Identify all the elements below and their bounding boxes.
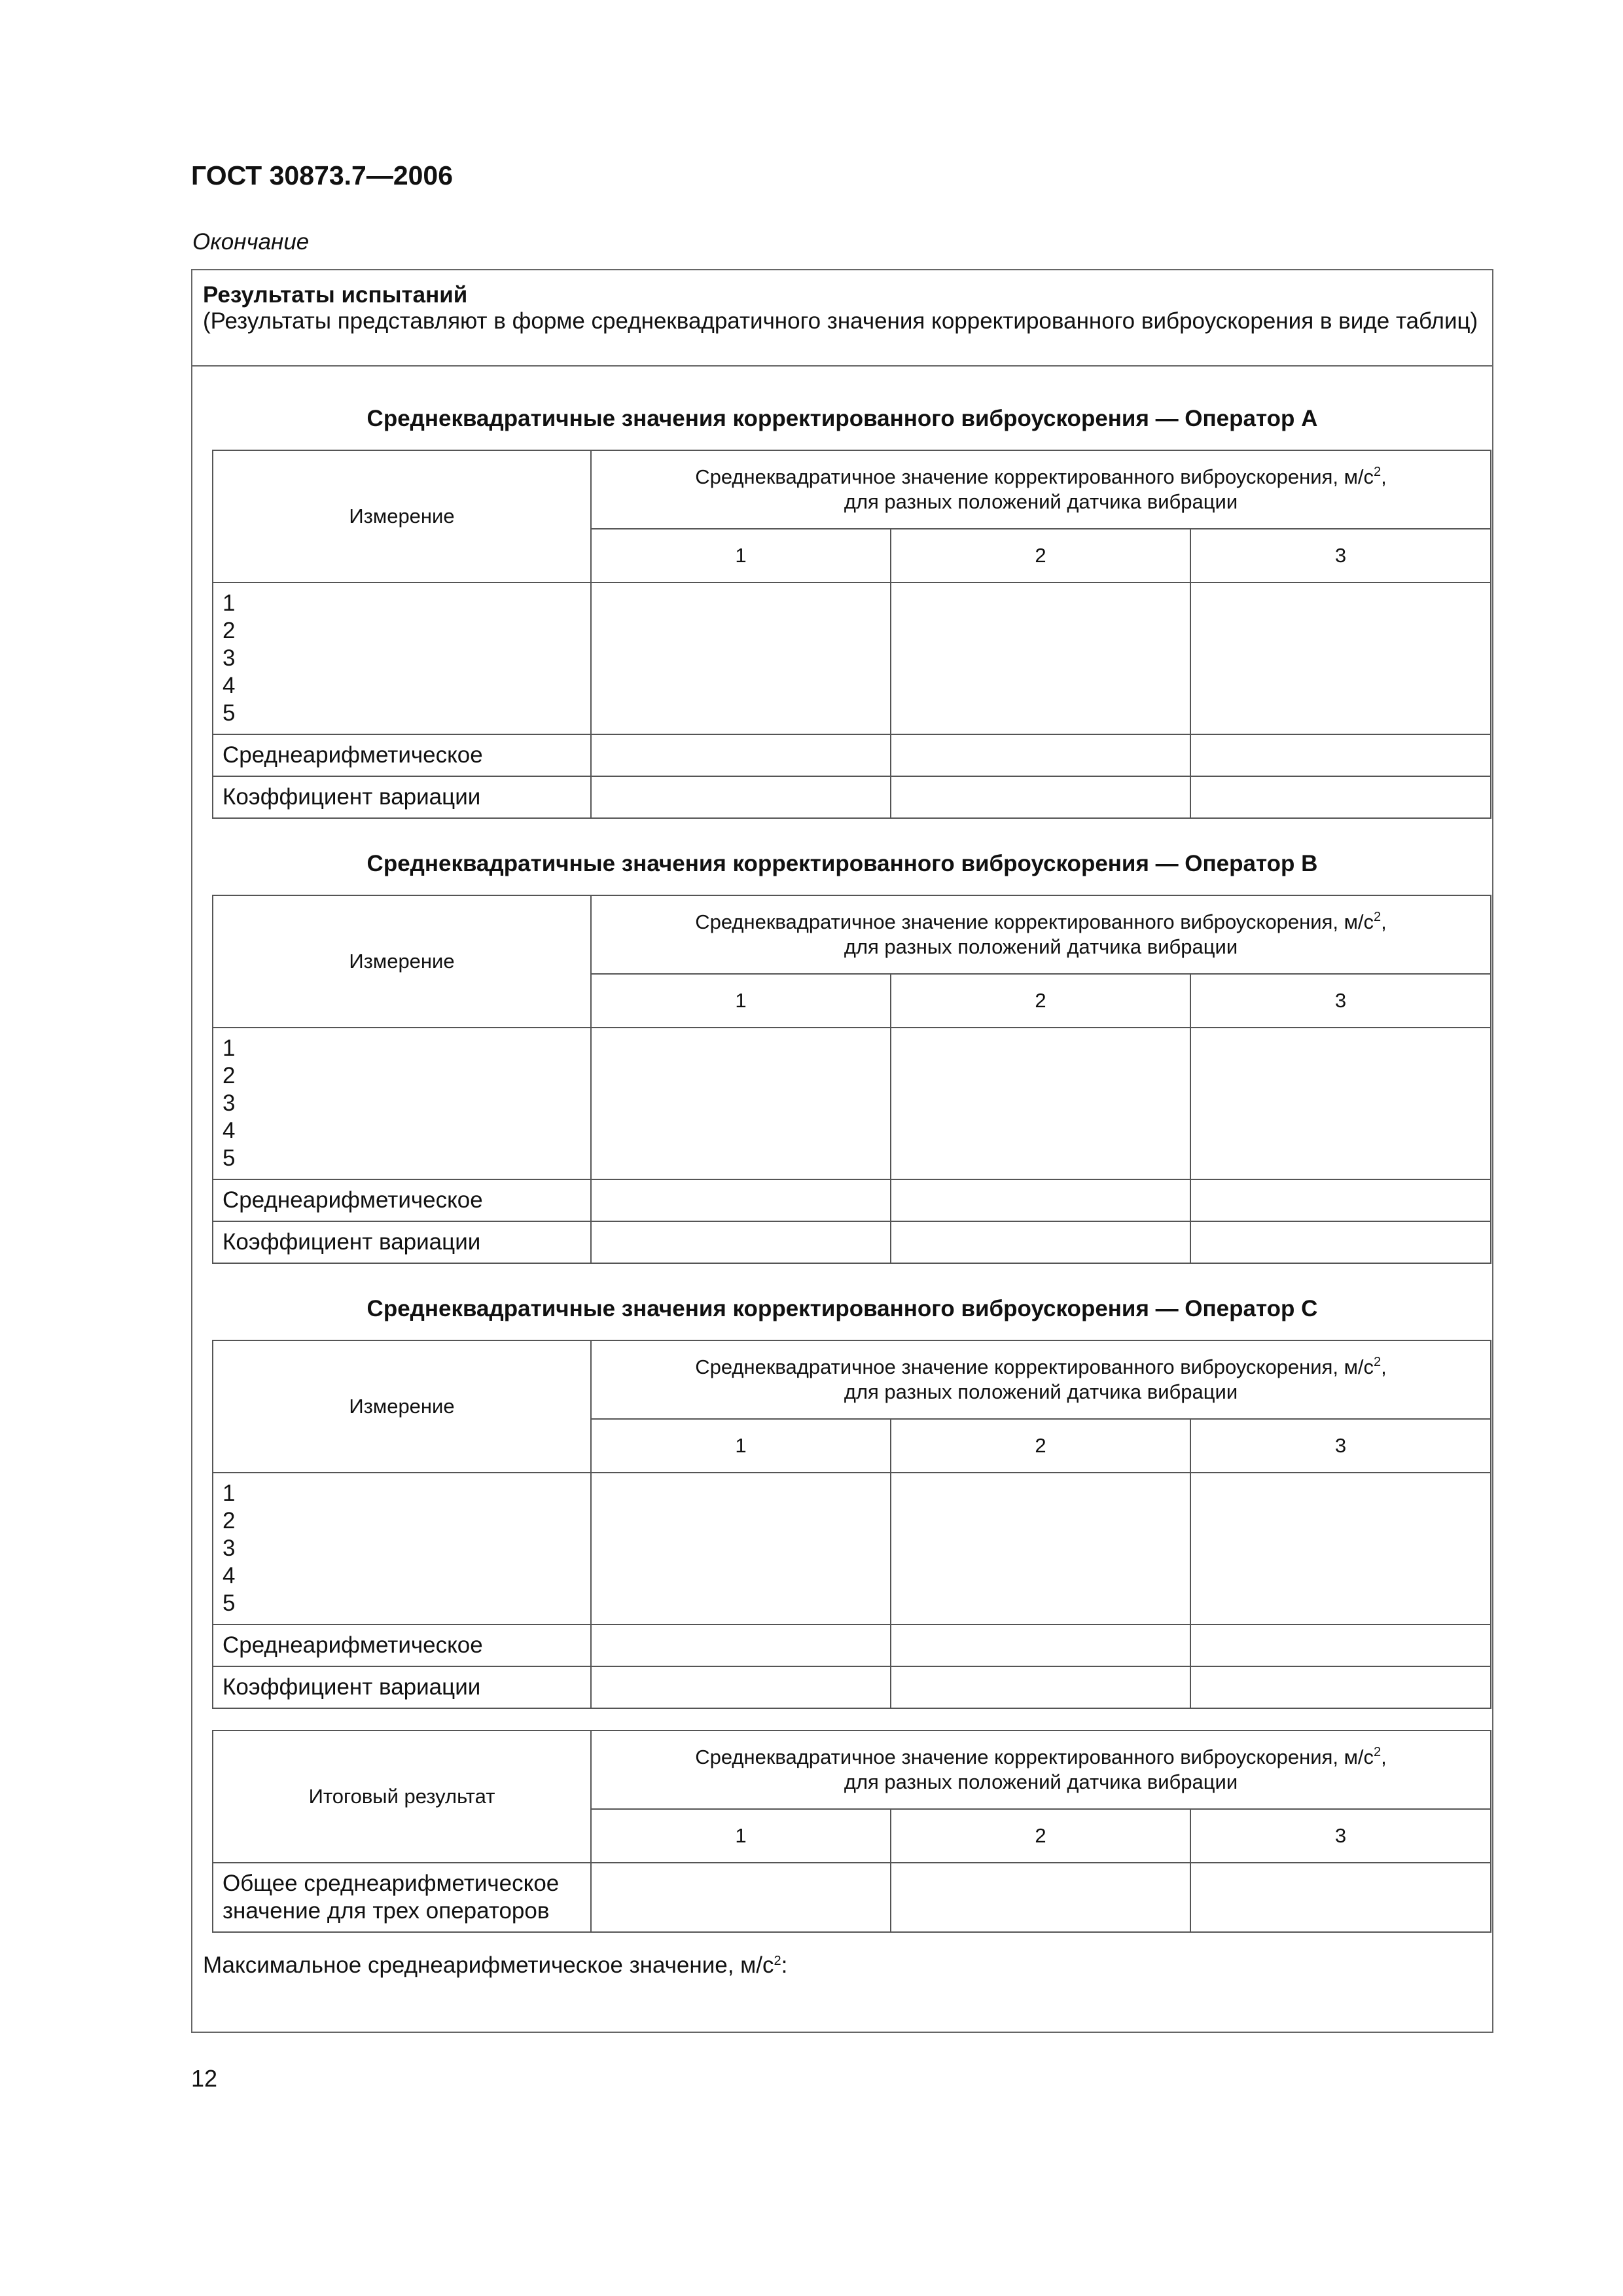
- measurement-header: Измерение: [213, 450, 591, 583]
- column-header-3: 3: [1190, 974, 1491, 1028]
- value-cell: [891, 1221, 1190, 1263]
- column-header-1: 1: [591, 974, 891, 1028]
- value-cell: [891, 1028, 1190, 1179]
- value-cell: [1190, 1028, 1491, 1179]
- cv-label: Коэффициент вариации: [213, 776, 591, 818]
- group-header: Среднеквадратичное значение корректированного виброускорения, $м/с^2$, для разных положений датчика вибрации: [591, 450, 1491, 529]
- table-title-operator-a: Среднеквадратичные значения корректированного виброускорения — Оператор А: [366, 406, 1318, 431]
- measurement-numbers: 1 2 3 4 5: [213, 1028, 591, 1179]
- overall-mean-label: Общее среднеарифметическое значение для трех операторов: [213, 1863, 591, 1932]
- value-cell: [591, 1179, 891, 1221]
- table-operator-a: [212, 450, 1491, 819]
- measurement-numbers: 1 2 3 4 5: [213, 583, 591, 734]
- value-cell: [891, 583, 1190, 734]
- continuation-label: Окончание: [192, 229, 310, 255]
- column-header-2: 2: [891, 974, 1190, 1028]
- measurement-header: Измерение: [213, 1340, 591, 1473]
- group-header: Среднеквадратичное значение корректированного виброускорения, $м/с^2$, для разных положений датчика вибрации: [591, 1731, 1491, 1809]
- cv-label: Коэффициент вариации: [213, 1221, 591, 1263]
- measurement-numbers: 1 2 3 4 5: [213, 1473, 591, 1624]
- value-cell: [1190, 734, 1491, 776]
- value-cell: [591, 1666, 891, 1708]
- column-header-3: 3: [1190, 529, 1491, 583]
- value-cell: [591, 1028, 891, 1179]
- value-cell: [891, 1666, 1190, 1708]
- column-header-3: 3: [1190, 1809, 1491, 1863]
- document-code: ГОСТ 30873.7—2006: [191, 160, 454, 190]
- page-number: 12: [191, 2065, 218, 2092]
- value-cell: [1190, 1179, 1491, 1221]
- value-cell: [591, 1221, 891, 1263]
- table-final-result: [212, 1730, 1491, 1933]
- value-cell: [1190, 1624, 1491, 1666]
- cv-label: Коэффициент вариации: [213, 1666, 591, 1708]
- final-result-header: Итоговый результат: [213, 1731, 591, 1863]
- value-cell: [891, 776, 1190, 818]
- value-cell: [891, 1624, 1190, 1666]
- max-mean-value-line: Максимальное среднеарифметическое значение, $м/с^2$:: [203, 1952, 788, 1978]
- value-cell: [591, 583, 891, 734]
- value-cell: [591, 1863, 891, 1932]
- value-cell: [1190, 776, 1491, 818]
- mean-label: Среднеарифметическое: [213, 734, 591, 776]
- column-header-2: 2: [891, 1419, 1190, 1473]
- value-cell: [891, 1473, 1190, 1624]
- mean-label: Среднеарифметическое: [213, 1179, 591, 1221]
- table-title-operator-c: Среднеквадратичные значения корректированного виброускорения — Оператор С: [366, 1296, 1318, 1321]
- value-cell: [1190, 1221, 1491, 1263]
- table-operator-b: [212, 895, 1491, 1264]
- column-header-1: 1: [591, 529, 891, 583]
- value-cell: [1190, 1863, 1491, 1932]
- value-cell: [591, 734, 891, 776]
- mean-label: Среднеарифметическое: [213, 1624, 591, 1666]
- column-header-2: 2: [891, 529, 1190, 583]
- results-frame: [191, 269, 1493, 2033]
- column-header-1: 1: [591, 1419, 891, 1473]
- value-cell: [591, 1473, 891, 1624]
- value-cell: [891, 1179, 1190, 1221]
- column-header-3: 3: [1190, 1419, 1491, 1473]
- table-operator-c: [212, 1340, 1491, 1709]
- column-header-1: 1: [591, 1809, 891, 1863]
- value-cell: [891, 734, 1190, 776]
- value-cell: [591, 1624, 891, 1666]
- results-note: (Результаты представляют в форме среднеквадратичного значения корректированного виброускорения в виде таблиц): [203, 308, 1478, 334]
- column-header-2: 2: [891, 1809, 1190, 1863]
- measurement-header: Измерение: [213, 895, 591, 1028]
- group-header: Среднеквадратичное значение корректированного виброускорения, $м/с^2$, для разных положений датчика вибрации: [591, 895, 1491, 974]
- group-header: Среднеквадратичное значение корректированного виброускорения, $м/с^2$, для разных положений датчика вибрации: [591, 1340, 1491, 1419]
- value-cell: [891, 1863, 1190, 1932]
- results-header: [192, 270, 1492, 367]
- value-cell: [1190, 1473, 1491, 1624]
- table-title-operator-b: Среднеквадратичные значения корректированного виброускорения — Оператор В: [366, 851, 1318, 876]
- value-cell: [591, 776, 891, 818]
- results-title: Результаты испытаний: [203, 282, 468, 308]
- value-cell: [1190, 583, 1491, 734]
- value-cell: [1190, 1666, 1491, 1708]
